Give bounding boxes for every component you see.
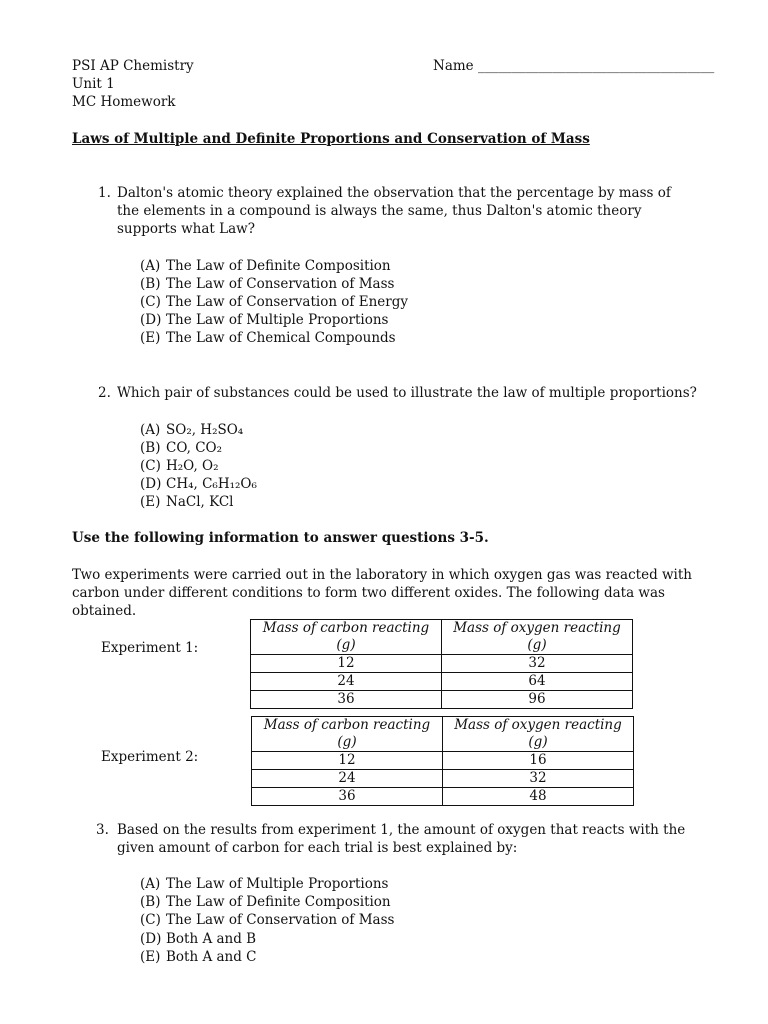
option-label: (C) bbox=[140, 458, 161, 474]
option-label: (E) bbox=[140, 949, 161, 965]
option-text: The Law of Conservation of Mass bbox=[166, 276, 395, 292]
q2-option-b bbox=[140, 439, 222, 457]
table-cell: 24 bbox=[252, 770, 443, 788]
table-header-row bbox=[252, 717, 634, 752]
assignment-label: MC Homework bbox=[72, 94, 176, 110]
option-text: Both A and C bbox=[166, 949, 257, 965]
option-label: (A) bbox=[140, 258, 161, 274]
table-row bbox=[252, 770, 634, 788]
option-label: (B) bbox=[140, 440, 161, 456]
option-label: (B) bbox=[140, 276, 161, 292]
course-name: PSI AP Chemistry bbox=[72, 58, 194, 74]
q1-option-d bbox=[140, 311, 388, 329]
q2-option-e bbox=[140, 493, 233, 511]
q3-option-e bbox=[140, 948, 257, 966]
option-label: (D) bbox=[140, 476, 162, 492]
page-title: Laws of Multiple and Definite Proportions and Conservation of Mass bbox=[72, 131, 590, 147]
table-cell: 36 bbox=[251, 691, 442, 709]
table-cell: 36 bbox=[252, 788, 443, 806]
table-row bbox=[252, 752, 634, 770]
option-text: The Law of Definite Composition bbox=[166, 894, 391, 910]
q3-number: 3. bbox=[96, 822, 109, 838]
experiment2-table bbox=[251, 716, 634, 806]
option-label: (A) bbox=[140, 876, 161, 892]
name-field: Name ___________________________________ bbox=[433, 58, 715, 74]
q1-number: 1. bbox=[98, 185, 111, 201]
table-cell: 24 bbox=[251, 673, 442, 691]
table-cell: 64 bbox=[442, 673, 633, 691]
table-cell: 12 bbox=[251, 655, 442, 673]
q2-text: Which pair of substances could be used to illustrate the law of multiple proportions? bbox=[117, 385, 697, 401]
q1-text: Dalton's atomic theory explained the observation that the percentage by mass of the elements in a compound is always the same, thus Dalton's atomic theory supports what Law? bbox=[117, 185, 671, 237]
q1-option-b bbox=[140, 275, 394, 293]
table-row bbox=[251, 673, 633, 691]
option-label: (C) bbox=[140, 294, 161, 310]
table-row bbox=[251, 691, 633, 709]
q1-option-c bbox=[140, 293, 408, 311]
experiment1-table bbox=[250, 619, 633, 709]
table-cell: 96 bbox=[442, 691, 633, 709]
experiment1-label: Experiment 1: bbox=[101, 640, 199, 656]
info-heading: Use the following information to answer questions 3-5. bbox=[72, 530, 489, 546]
table-header-oxygen: Mass of oxygen reacting (g) bbox=[443, 717, 634, 752]
table-header-oxygen: Mass of oxygen reacting (g) bbox=[442, 620, 633, 655]
q3-option-d bbox=[140, 930, 256, 948]
option-label: (C) bbox=[140, 912, 161, 928]
option-text: The Law of Chemical Compounds bbox=[166, 330, 396, 346]
option-text: The Law of Multiple Proportions bbox=[166, 312, 389, 328]
option-text: NaCl, KCl bbox=[166, 494, 234, 510]
option-label: (E) bbox=[140, 330, 161, 346]
q2-option-d bbox=[140, 475, 257, 493]
q2-number: 2. bbox=[98, 385, 111, 401]
q2-option-a bbox=[140, 421, 243, 439]
q3-option-c bbox=[140, 911, 394, 929]
unit-label: Unit 1 bbox=[72, 76, 115, 92]
option-text: The Law of Conservation of Energy bbox=[166, 294, 408, 310]
option-text: CO, CO₂ bbox=[166, 440, 222, 456]
table-header-carbon: Mass of carbon reacting (g) bbox=[251, 620, 442, 655]
option-text: CH₄, C₆H₁₂O₆ bbox=[166, 476, 257, 492]
q1-option-a bbox=[140, 257, 391, 275]
option-label: (E) bbox=[140, 494, 161, 510]
option-label: (D) bbox=[140, 931, 162, 947]
option-text: The Law of Conservation of Mass bbox=[166, 912, 395, 928]
table-header-carbon: Mass of carbon reacting (g) bbox=[252, 717, 443, 752]
option-text: H₂O, O₂ bbox=[166, 458, 219, 474]
table-row bbox=[251, 655, 633, 673]
q3-option-a bbox=[140, 875, 388, 893]
table-row bbox=[252, 788, 634, 806]
option-label: (D) bbox=[140, 312, 162, 328]
option-text: Both A and B bbox=[166, 931, 257, 947]
option-label: (B) bbox=[140, 894, 161, 910]
option-text: SO₂, H₂SO₄ bbox=[166, 422, 244, 438]
q3-text: Based on the results from experiment 1, the amount of oxygen that reacts with the given amount of carbon for each trial is best explained by: bbox=[117, 822, 686, 856]
table-header-row bbox=[251, 620, 633, 655]
table-cell: 48 bbox=[443, 788, 634, 806]
q3-option-b bbox=[140, 893, 391, 911]
table-cell: 16 bbox=[443, 752, 634, 770]
option-label: (A) bbox=[140, 422, 161, 438]
q2-option-c bbox=[140, 457, 219, 475]
table-cell: 32 bbox=[443, 770, 634, 788]
q1-option-e bbox=[140, 329, 396, 347]
option-text: The Law of Definite Composition bbox=[166, 258, 391, 274]
option-text: The Law of Multiple Proportions bbox=[166, 876, 389, 892]
table-cell: 12 bbox=[252, 752, 443, 770]
experiment2-label: Experiment 2: bbox=[101, 749, 199, 765]
info-text: Two experiments were carried out in the laboratory in which oxygen gas was reacted with carbon under different conditions to form two different oxides. The following data was obtained. bbox=[72, 567, 692, 619]
table-cell: 32 bbox=[442, 655, 633, 673]
